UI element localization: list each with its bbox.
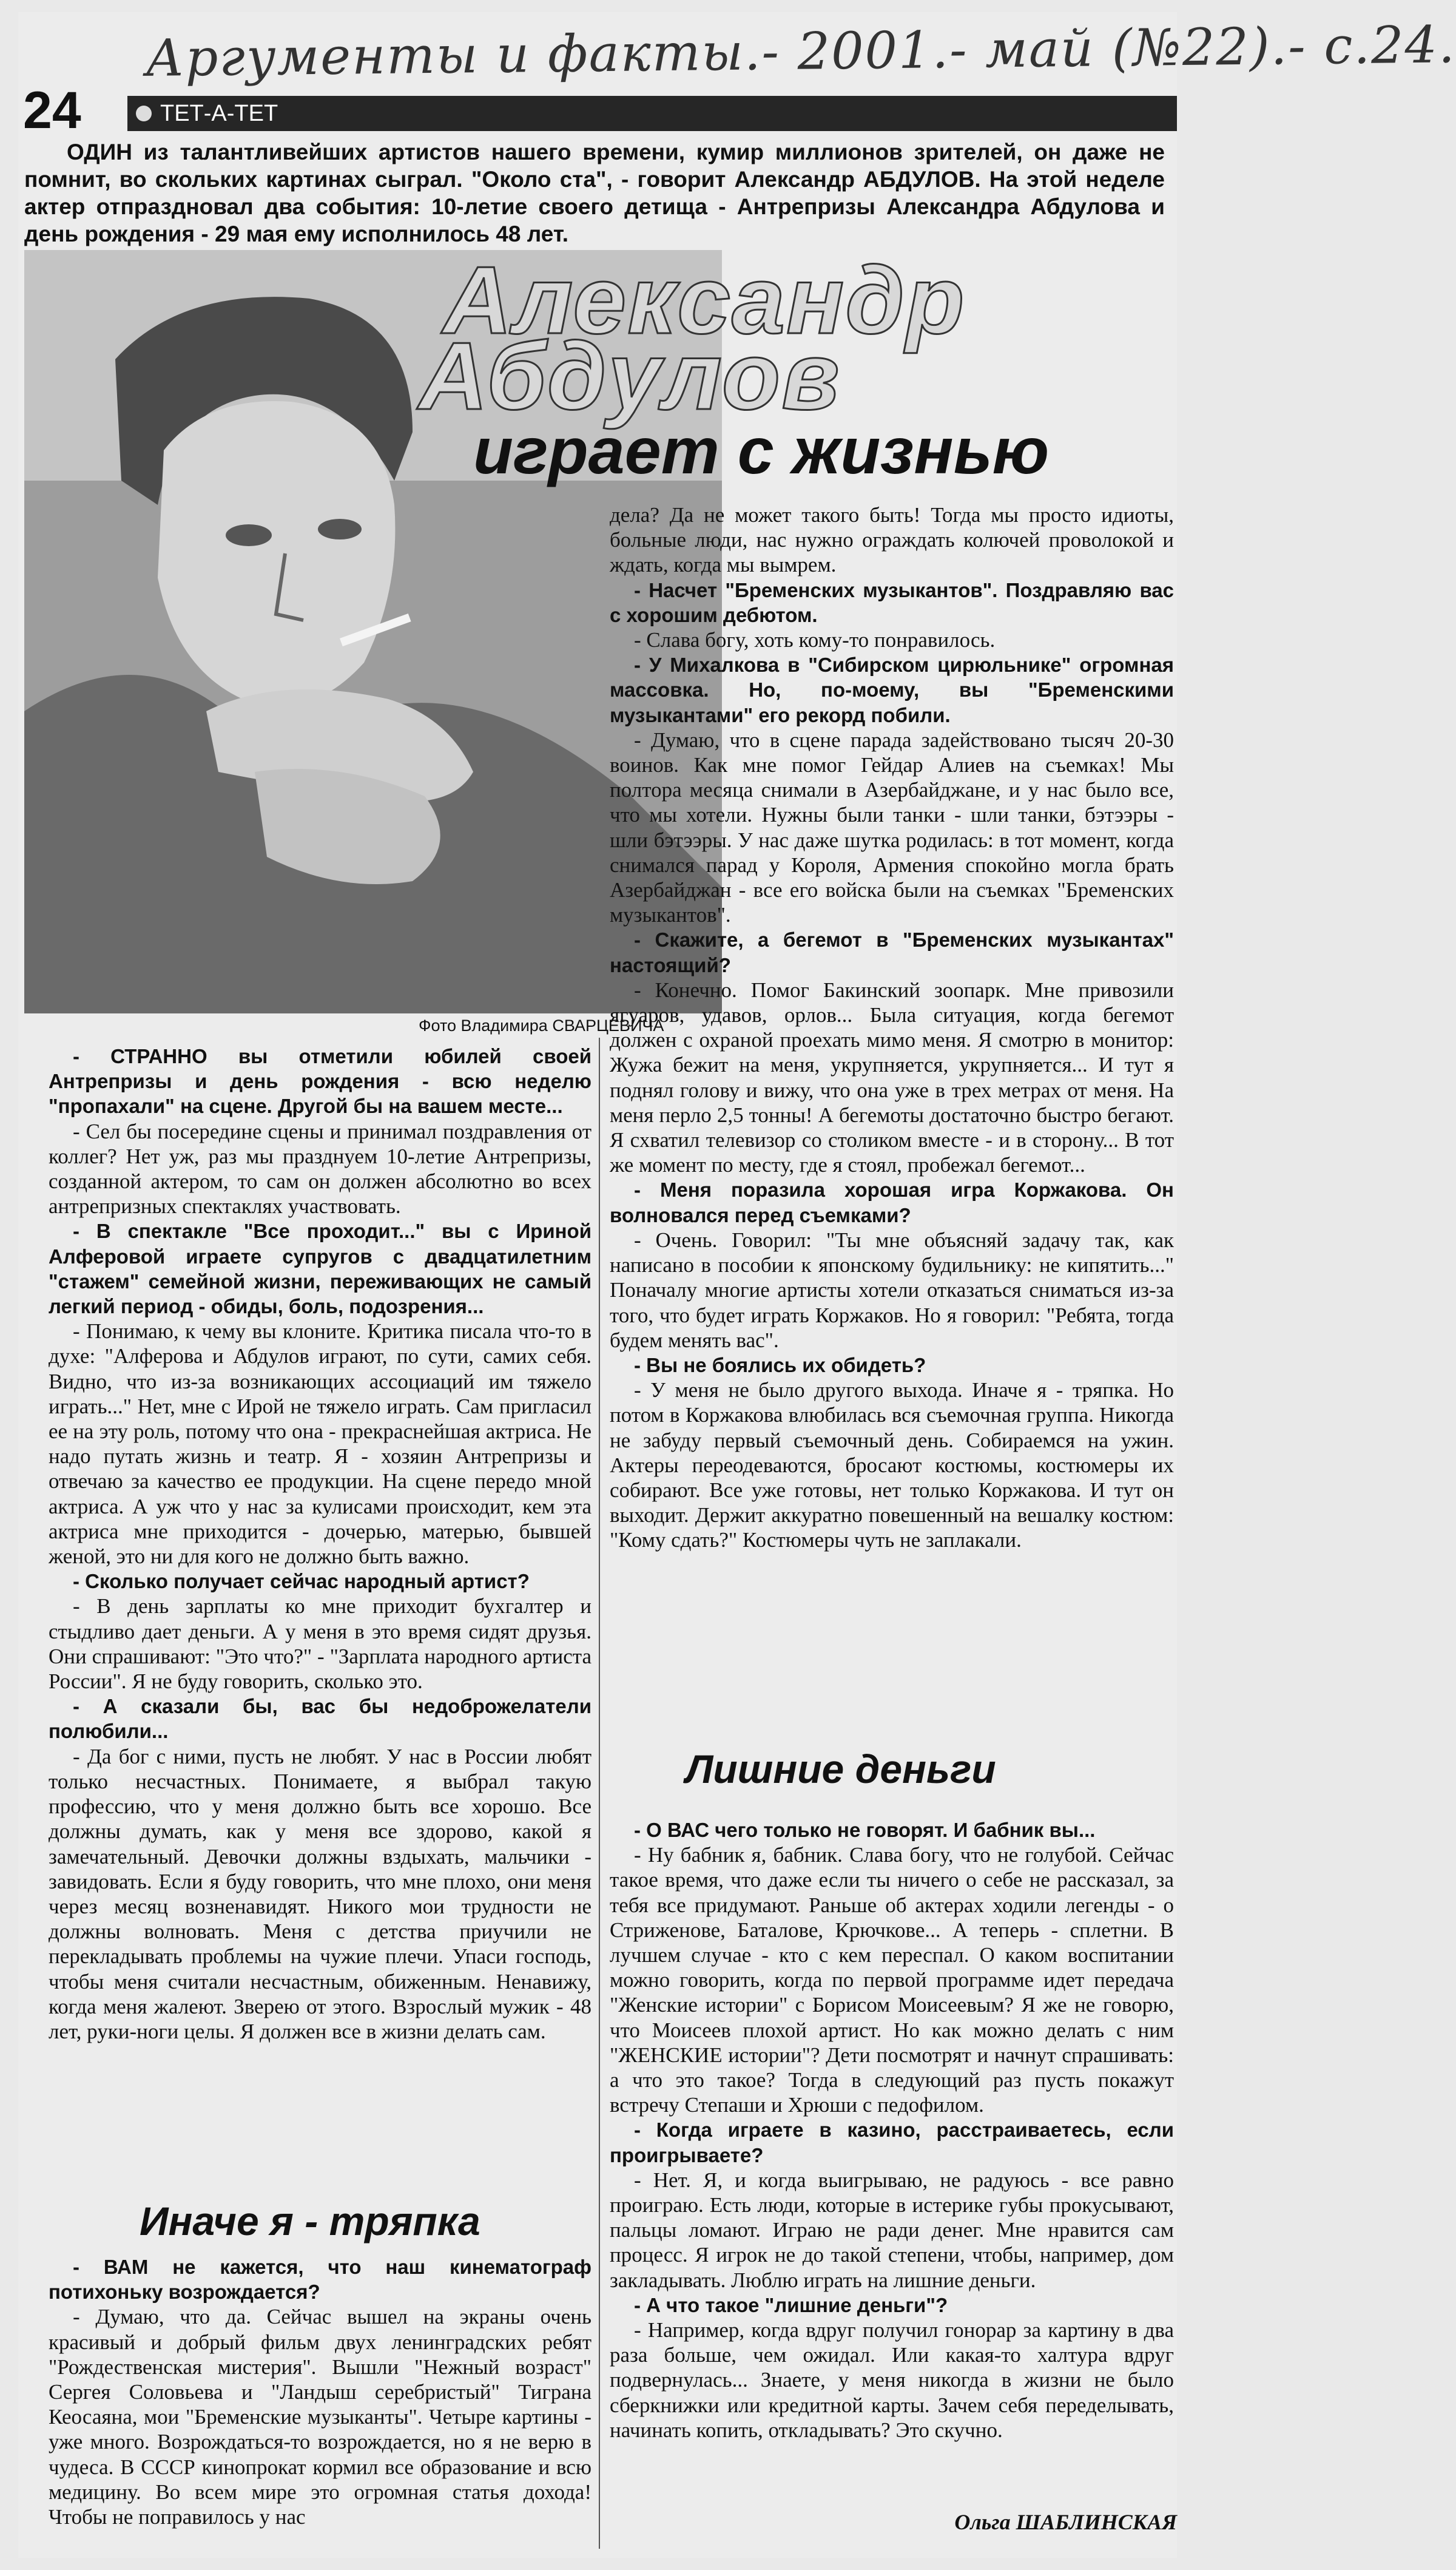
rubric-label: ТЕТ-А-ТЕТ (160, 100, 278, 126)
newspaper-page (18, 12, 1456, 2558)
column-divider (599, 1038, 600, 2549)
author-byline: Ольга ШАБЛИНСКАЯ (954, 2510, 1177, 2534)
question: - О ВАС чего только не говорят. И бабник вы... (634, 1819, 1096, 1841)
page-number: 24 (23, 81, 81, 140)
answer: - У меня не было другого выхода. Иначе я - тряпка. Но потом в Коржакова влюбилась вся съемочная группа. Никогда не забуду первый съемочный день. Собираемся на ужин. Актеры переодеваются, бросают костюмы, костюмеры их собирают. Все уже готовы, нет только Коржакова. И тут он выходит. Держит аккуратно повешенный на вешалку костюм: "Кому сдать?" Костюмеры чуть не заплакали. (610, 1378, 1174, 1552)
answer: - Слава богу, хоть кому-то понравилось. (634, 628, 996, 652)
question: - Скажите, а бегемот в "Бременских музыкантах" настоящий? (610, 928, 1174, 976)
answer: дела? Да не может такого быть! Тогда мы просто идиоты, больные люди, нас нужно ограждать колючей проволокой и ждать, когда мы вымрем. (610, 503, 1174, 577)
bullet-icon (136, 106, 152, 121)
answer: - Например, когда вдруг получил гонорар за картину в два раза больше, чем ожидал. Или какая-то халтура вдруг подвернулась... Знаете, у меня никогда в жизни не было сберкнижки или кредитной карты. Зачем себя переделывать, начинать копить, откладывать? Это скучно. (610, 2318, 1174, 2442)
question: - Меня поразила хорошая игра Коржакова. Он волновался перед съемками? (610, 1178, 1174, 1226)
subheading-2: Лишние деньги (686, 1747, 996, 1791)
handwritten-source-note: Аргументы и факты.- 2001.- май (№22).- с.24. (145, 15, 1456, 88)
subheading-1: Иначе я - тряпка (140, 2199, 480, 2244)
article-title (419, 247, 1177, 507)
title-subline: играет с жизнью (473, 414, 1050, 487)
article-lead: ОДИН из талантливейших артистов нашего времени, кумир миллионов зрителей, он даже не помнит, во скольких картинах сыграл. "Около ста", - говорит Александр АБДУЛОВ. На этой неделе актер отпраздновал два события: 10-летие своего детища - Антрепризы Александра Абдулова и день рождения - 29 мая ему исполнилось 48 лет. (24, 140, 1165, 246)
column-1-bottom (49, 2254, 592, 2546)
question: - СТРАННО вы отметили юбилей своей Антрепризы и день рождения - всю неделю "пропахали" на сцене. Другой бы на вашем месте... (49, 1045, 592, 1118)
answer: - Нет. Я, и когда выигрываю, не радуюсь - все равно проиграю. Есть люди, которые в истерике губы прокусывают, пальцы ломают. Играю не ради денег. Мне нравится сам процесс. Я игрок не до такой степени, чтобы, например, дом закладывать. Люблю играть на лишние деньги. (610, 2168, 1174, 2292)
column-2-bottom (610, 1818, 1174, 2503)
answer: - Думаю, что да. Сейчас вышел на экраны очень красивый и добрый фильм двух ленинградских ребят "Рождественская мистерия". Вышли "Нежный возраст" Сергея Соловьева и "Ландыш серебристый" Тиграна Кеосаяна, мои "Бременские музыканты". Четыре картины - уже много. Возрождаться-то возрождается, но я не верю в чудеса. В СССР кинопрокат кормил все образование и всю медицину. Во всем мире это огромная статья дохода! Чтобы не поправилось у нас (49, 2305, 592, 2529)
question: - ВАМ не кажется, что наш кинематограф потихоньку возрождается? (49, 2256, 592, 2304)
answer: - В день зарплаты ко мне приходит бухгалтер и стыдливо дает деньги. А у меня в это время сидят друзья. Они спрашивают: "Это что?" - "Зарплата народного артиста России". Я не буду говорить, сколько это. (49, 1594, 592, 1694)
question: - Сколько получает сейчас народный артист? (73, 1570, 530, 1593)
answer: - Думаю, что в сцене парада задействовано тысяч 20-30 воинов. Как мне помог Гейдар Алиев на съемках! Мы полтора месяца снимали в Азербайджане, и у нас было все, что мы хотели. Нужны были танки - шли танки, бэтээры - шли бэтээры. У нас даже шутка родилась: в тот момент, когда снимался парад у Короля, Армения спокойно могла брать Азербайджан - все его войска были на съемках "Бременских музыкантов". (610, 728, 1174, 927)
column-1 (49, 1044, 592, 2251)
title-line-2: Абдулов (419, 323, 841, 430)
answer: - Конечно. Помог Бакинский зоопарк. Мне привозили ягуаров, удавов, орлов... Была ситуация, когда бегемот должен с охраной проехать мимо меня. Я смотрю в монитор: Жужа бежит на меня, укрупняется, укрупняется... И тут я поднял голову и вижу, что она уже в трех метрах от меня. На меня перло 2,5 тонны! А бегемоты достаточно быстро бегают. Я схватил телевизор со столиком вместе - и в сторону... В тот же момент по месту, где я стоял, пробежал бегемот... (610, 978, 1174, 1177)
answer: - Понимаю, к чему вы клоните. Критика писала что-то в духе: "Алферова и Абдулов играют, по сути, самих себя. Видно, что из-за возникающих ассоциаций им тяжело играть..." Нет, мне с Ирой не тяжело играть. Сам пригласил ее на эту роль, потому что она - прекраснейшая актриса. Не надо путать жизнь и театр. Я - хозяин Антрепризы и отвечаю за качество ее продукции. На сцене передо мной актриса. А уж что у нас за кулисами происходит, кем эта актриса мне приходится - дочерью, матерью, бывшей женой, это ни для кого не должно быть важно. (49, 1319, 592, 1569)
rubric-bar (127, 96, 1177, 131)
answer: - Ну бабник я, бабник. Слава богу, что не голубой. Сейчас такое время, что даже если ты ничего о себе не рассказал, за тебя все придумают. Раньше об актерах ходили легенды - о Стриженове, Баталове, Крючкове... А теперь - сплетни. В лучшем случае - кто с кем переспал. О каком воспитании можно говорить, когда по первой программе идет передача "Женские истории" с Борисом Моисеевым? Я же не говорю, что Моисеев плохой артист. Но как можно делать с ним "ЖЕНСКИЕ истории"? Дети посмотрят и начнут спрашивать: а что это такое? Тогда в следующий раз пусть покажут встречу Степаши и Хрюши с педофилом. (610, 1843, 1174, 2117)
answer: - Очень. Говорил: "Ты мне объясняй задачу так, как написано в пособии к японскому будильнику: не кипятить..." Поначалу многие артисты хотели отказаться сниматься из-за того, что будет играть Коржаков. Но я говорил: "Ребята, тогда будем менять вас". (610, 1228, 1174, 1352)
question: - А что такое "лишние деньги"? (634, 2293, 948, 2316)
question: - Насчет "Бременских музыкантов". Поздравляю вас с хорошим дебютом. (610, 578, 1174, 626)
title-line-1: Александр (443, 247, 966, 354)
question: - Когда играете в казино, расстраиваетесь, если проигрываете? (610, 2119, 1174, 2166)
question: - Вы не боялись их обидеть? (634, 1353, 926, 1376)
question: - В спектакле "Все проходит..." вы с Ириной Алферовой играете супругов с двадцатилетним "стажем" семейной жизни, переживающих не самый легкий период - обиды, боль, подозрения... (49, 1220, 592, 1318)
photo-credit: Фото Владимира СВАРЦЕВИЧА (419, 1016, 664, 1035)
question: - У Михалкова в "Сибирском цирюльнике" огромная массовка. Но, по-моему, вы "Бременскими музыкантами" его рекорд побили. (610, 654, 1174, 726)
answer: - Да бог с ними, пусть не любят. У нас в России любят только несчастных. Понимаете, я выбрал такую профессию, что у меня должно быть все хорошо. Все должны думать, как у меня все здорово, какой я замечательный. Девочки должны вздыхать, мальчики - завидовать. Если я буду говорить, что мне плохо, они меня через месяц возненавидят. Никого мои трудности не должны волновать. Меня с детства приучили не перекладывать проблемы на чужие плечи. Упаси господь, чтобы меня считали несчастным, обиженным. Ненавижу, когда меня жалеют. Зверею от этого. Взрослый мужик - 48 лет, руки-ноги целы. Я должен все в жизни делать сам. (49, 1744, 592, 2043)
answer: - Сел бы посередине сцены и принимал поздравления от коллег? Нет уж, раз мы празднуем 10-летие Антрепризы, созданной актером, то сам он должен абсолютно во всех антрепризных спектаклях участвовать. (49, 1119, 592, 1219)
column-2 (610, 502, 1174, 1753)
question: - А сказали бы, вас бы недоброжелатели полюбили... (49, 1695, 592, 1743)
